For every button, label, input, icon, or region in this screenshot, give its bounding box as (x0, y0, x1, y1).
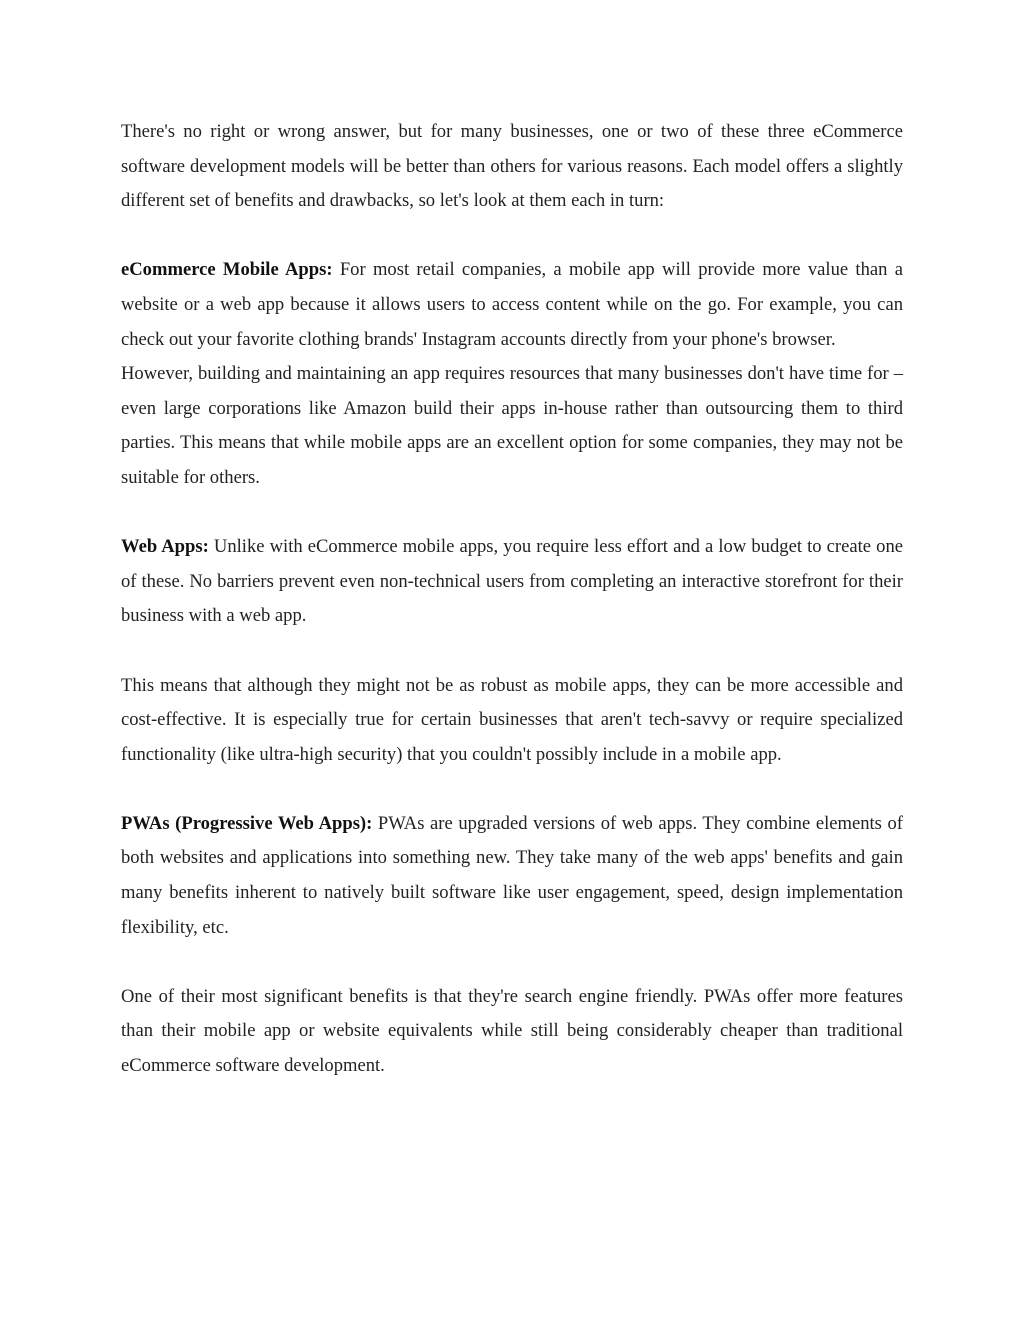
paragraph-spacer (121, 219, 903, 254)
mobile-apps-heading: eCommerce Mobile Apps: (121, 259, 333, 281)
mobile-apps-paragraph (121, 253, 903, 357)
intro-paragraph: There's no right or wrong answer, but for many businesses, one or two of these three eCommerce software development models will be better than others for various reasons. Each model offers a slightly different set of benefits and drawbacks, so let's look at them each in turn: (121, 121, 903, 212)
pwas-paragraph (121, 807, 903, 945)
paragraph-spacer (121, 945, 903, 980)
pwas-text: PWAs are upgraded versions of web apps. They combine elements of both websites and applications into something new. They take many of the web apps' benefits and gain many benefits inherent to natively built software like user engagement, speed, design implementation flexibility, etc. (121, 812, 903, 938)
web-apps-heading: Web Apps: (121, 536, 209, 558)
web-apps-text: Unlike with eCommerce mobile apps, you require less effort and a low budget to create one of these. No barriers prevent even non-technical users from completing an interactive storefront for their business with a web app. (121, 536, 903, 627)
mobile-apps-followup-paragraph: However, building and maintaining an app requires resources that many businesses don't have time for – even large corporations like Amazon build their apps in-house rather than outsourcing them to third parties. This means that while mobile apps are an excellent option for some companies, they may not be suitable for others. (121, 363, 903, 488)
document-page (121, 115, 903, 1084)
pwas-heading: PWAs (Progressive Web Apps): (121, 812, 373, 834)
paragraph-spacer (121, 634, 903, 669)
paragraph-spacer (121, 496, 903, 531)
paragraph-spacer (121, 772, 903, 807)
pwas-followup-paragraph: One of their most significant benefits is that they're search engine friendly. PWAs offer more features than their mobile app or website equivalents while still being considerably cheaper than traditional eCommerce software development. (121, 985, 903, 1077)
mobile-apps-text: For most retail companies, a mobile app will provide more value than a website or a web app because it allows users to access content while on the go. For example, you can check out your favorite clothing brands' Instagram accounts directly from your phone's browser. (121, 259, 903, 350)
web-apps-followup-paragraph: This means that although they might not be as robust as mobile apps, they can be more accessible and cost-effective. It is especially true for certain businesses that aren't tech-savvy or require specialized functionality (like ultra-high security) that you couldn't possibly include in a mobile app. (121, 674, 903, 765)
web-apps-paragraph (121, 530, 903, 634)
